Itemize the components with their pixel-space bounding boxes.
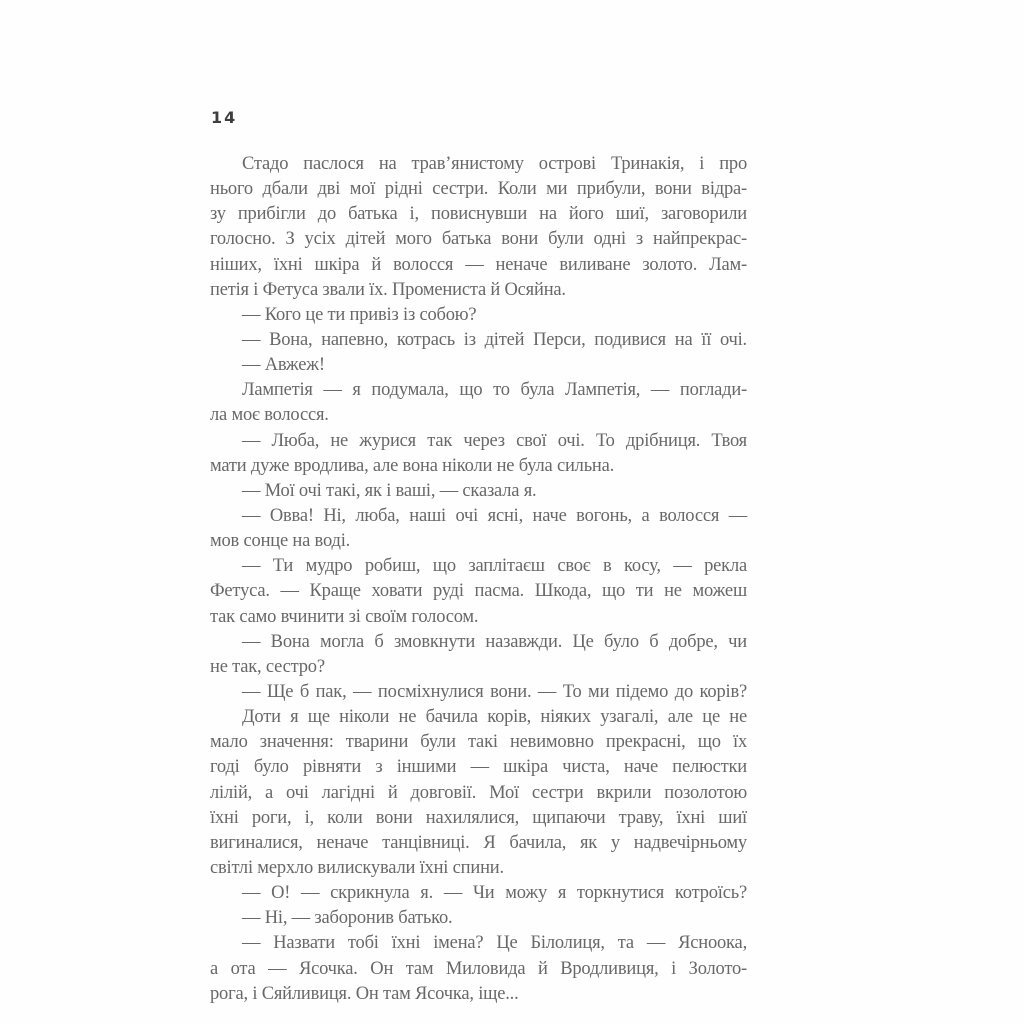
text-line: не так, сестро? xyxy=(210,656,325,677)
text-line: петія і Фетуса звали їх. Промениста й Осяйна. xyxy=(210,279,566,300)
text-line: голосно. З усіх дітей мого батька вони були одні з найпрекрас- xyxy=(210,229,747,250)
text-line: — Вона, напевно, котрась із дітей Перси, подивися на її очі. xyxy=(242,329,747,350)
text-line: годі було рівняти з іншими — шкіра чиста, наче пелюстки xyxy=(210,757,747,778)
text-line: — Ти мудро робиш, що заплітаєш своє в косу, — рекла xyxy=(242,556,747,577)
page-number: 14 xyxy=(211,108,238,127)
text-line: мов сонце на воді. xyxy=(210,531,351,552)
text-line: лілій, а очі лагідні й довговії. Мої сестри вкрили позолотою xyxy=(210,782,747,803)
text-line: — Кого це ти привіз із собою? xyxy=(242,304,477,325)
text-line: — Авжеж! xyxy=(242,355,325,376)
text-line: а ота — Ясочка. Он там Миловида й Вродливиця, і Золото- xyxy=(210,958,747,979)
text-line: мати дуже вродлива, але вона ніколи не була сильна. xyxy=(210,455,615,476)
text-line: їхні роги, і, коли вони нахилялися, щипаючи траву, їхні шиї xyxy=(210,807,747,828)
text-line: так само вчинити зі своїм голосом. xyxy=(210,606,479,627)
text-line: — Назвати тобі їхні імена? Це Білолиця, та — Ясноока, xyxy=(242,933,747,954)
text-line: Доти я ще ніколи не бачила корів, ніяких узагалі, але це не xyxy=(242,707,747,728)
text-line: — О! — скрикнула я. — Чи можу я торкнутися котроїсь? xyxy=(242,883,747,904)
text-line: — Мої очі такі, як і ваші, — сказала я. xyxy=(242,480,537,501)
text-line: мало значення: тварини були такі невимовно прекрасні, що їх xyxy=(210,732,747,753)
text-line: вигиналися, неначе танцівниці. Я бачила, як у надвечірньому xyxy=(210,832,747,853)
text-line: Лампетія — я подумала, що то була Лампетія, — поглади- xyxy=(242,380,747,401)
text-line: — Вона могла б змовкнути назавжди. Це було б добре, чи xyxy=(242,631,747,652)
text-line: — Ще б пак, — посміхнулися вони. — То ми підемо до корів? xyxy=(242,681,747,702)
text-line: — Ні, — заборонив батько. xyxy=(242,908,453,929)
text-line: світлі мерхло вилискували їхні спини. xyxy=(210,857,504,878)
text-line: ніших, їхні шкіра й волосся — неначе виливане золото. Лам- xyxy=(210,254,747,275)
text-line: — Люба, не журися так через свої очі. То дрібниця. Твоя xyxy=(242,430,747,451)
text-line: Стадо паслося на трав’янистому острові Тринакія, і про xyxy=(242,154,747,174)
text-line: зу прибігли до батька і, повиснувши на його шиї, заговорили xyxy=(210,204,747,225)
body-text xyxy=(210,152,747,1007)
text-line: ла моє волосся. xyxy=(210,405,329,426)
text-line: рога, і Сяйливиця. Он там Ясочка, іще... xyxy=(210,983,519,1004)
text-line: Фетуса. — Краще ховати руді пасма. Шкода, що ти не можеш xyxy=(210,581,747,602)
text-line: — Овва! Ні, люба, наші очі ясні, наче вогонь, а волосся — xyxy=(242,505,747,526)
text-line: нього дбали дві мої рідні сестри. Коли ми прибули, вони відра- xyxy=(210,179,747,200)
